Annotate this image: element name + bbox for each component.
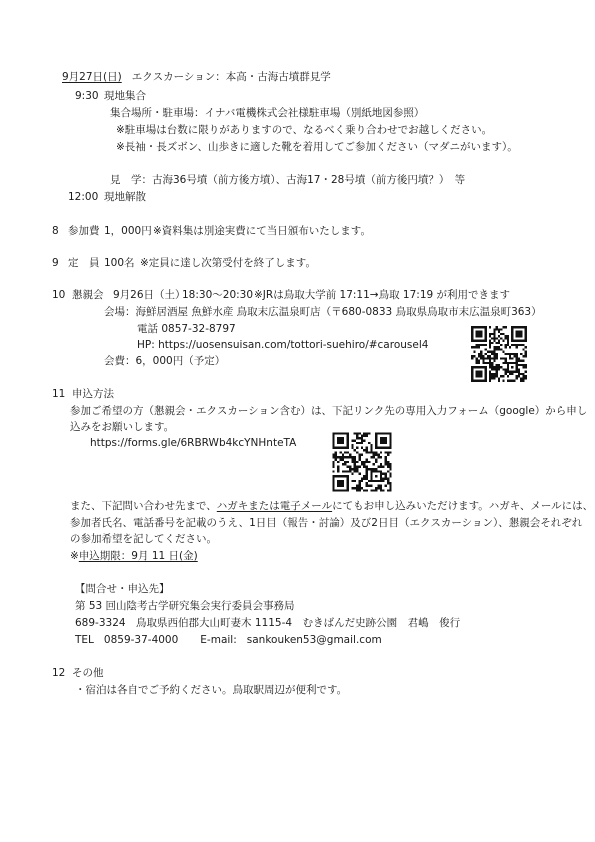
fee-value: 1，000円: [104, 225, 152, 237]
alternate-application-line: [70, 499, 593, 514]
section-number-8: 8: [52, 225, 59, 237]
form-qr-code-icon: [330, 430, 394, 494]
alternate-application-line: 参加者氏名、電話番号を記載のうえ、1日目（報告・討論）及び2日目（エクスカーション）、懇親会それぞれ: [70, 517, 583, 529]
application-text-line: 込みをお願いします。: [70, 421, 175, 433]
contact-organization: 第 53 回山陰考古学研究集会実行委員会事務局: [75, 600, 295, 612]
party-venue: 会場：海鮮居酒屋 魚鮮水産 鳥取末広温泉町店（〒680-0833 鳥取県鳥取市末広温泉町363）: [104, 306, 542, 318]
end-time: 12:00: [68, 191, 99, 203]
email-link[interactable]: sankouken53@gmail.com: [246, 634, 382, 646]
deadline-prefix: ※: [70, 550, 79, 562]
qr-code-icon: [469, 324, 529, 384]
capacity-note: ※定員に達し次第受付を終了します。: [140, 257, 316, 269]
application-label: 申込方法: [72, 388, 114, 400]
homepage-link[interactable]: https://uosensuisan.com/tottori-suehiro/#carousel4: [158, 339, 429, 351]
contact-tel-email: [75, 633, 382, 648]
contact-address: 689-3324 鳥取県西伯郡大山町妻木 1115-4 むきばんだ史跡公園 君嶋 俊行: [75, 617, 461, 629]
party-time: 18:30～20:30: [182, 289, 254, 301]
excursion-heading: [62, 70, 331, 85]
section-number-12: 12: [52, 667, 66, 679]
tour-sites: 見 学：古海36号墳（前方後方墳）、古海17・28号墳（前方後円墳？） 等: [110, 174, 466, 186]
party-train-note: ※JRは鳥取大学前 17:11→鳥取 17:19 が利用できます: [254, 289, 511, 301]
other-label: その他: [72, 667, 104, 679]
fee-note: ※資料集は別途実費にて当日頒布いたします。: [153, 225, 371, 237]
party-date: 9月26日（土）: [113, 289, 186, 301]
alternate-pre: また、下記問い合わせ先まで、: [70, 500, 217, 512]
homepage-label: HP:: [137, 339, 155, 351]
section-number-10: 10: [52, 289, 66, 301]
postcard-email-emphasis: ハガキまたは電子メール: [216, 500, 333, 512]
party-homepage: [137, 338, 428, 353]
party-label: 懇親会: [72, 289, 104, 301]
alternate-post: にてもお申し込みいただけます。ハガキ、メールには、: [332, 500, 594, 512]
contact-heading: 【問合せ・申込先】: [75, 583, 170, 595]
venue-qr-code-icon: [469, 324, 529, 384]
parking-note: ※駐車場は台数に限りがありますので、なるべく乗り合わせでお越しください。: [116, 124, 493, 136]
qr-code-icon: [330, 430, 394, 494]
capacity-label: 定 員: [68, 257, 100, 269]
form-url-link[interactable]: [90, 436, 296, 451]
party-phone: 電話 0857-32-8797: [137, 323, 236, 335]
application-text-line: 参加ご希望の方（懇親会・エクスカーション含む）は、下記リンク先の専用入力フォーム（google）から申し: [70, 405, 588, 417]
party-fee: 会費：6，000円（予定）: [104, 355, 226, 367]
end-label: 現地解散: [104, 191, 146, 203]
application-deadline: [70, 549, 198, 564]
excursion-date: 9月27日(日): [62, 71, 122, 83]
email-label: E-mail:: [200, 634, 237, 646]
capacity-value: 100名: [104, 257, 135, 269]
deadline-text: 申込期限：9月 11 日(金): [78, 550, 198, 562]
tel-number: 0859-37-4000: [103, 634, 179, 646]
meet-label: 現地集合: [104, 90, 146, 102]
other-text: ・宿泊は各自でご予約ください。鳥取駅周辺が便利です。: [75, 684, 348, 696]
form-url[interactable]: https://forms.gle/6RBRWb4kcYNHnteTA: [90, 437, 297, 449]
excursion-title: エクスカーション：本高・古海古墳群見学: [131, 71, 331, 83]
clothing-note: ※長袖・長ズボン、山歩きに適した靴を着用してご参加ください（マダニがいます）。: [116, 141, 518, 153]
alternate-application-line: の参加希望を記してください。: [70, 533, 217, 545]
fee-label: 参加費: [68, 225, 100, 237]
meeting-place: 集合場所・駐車場：イナバ電機株式会社様駐車場（別紙地図参照）: [110, 107, 425, 119]
section-number-9: 9: [52, 257, 59, 269]
section-number-11: 11: [52, 388, 66, 400]
tel-label: TEL: [75, 634, 94, 646]
meet-time: 9:30: [75, 90, 99, 102]
